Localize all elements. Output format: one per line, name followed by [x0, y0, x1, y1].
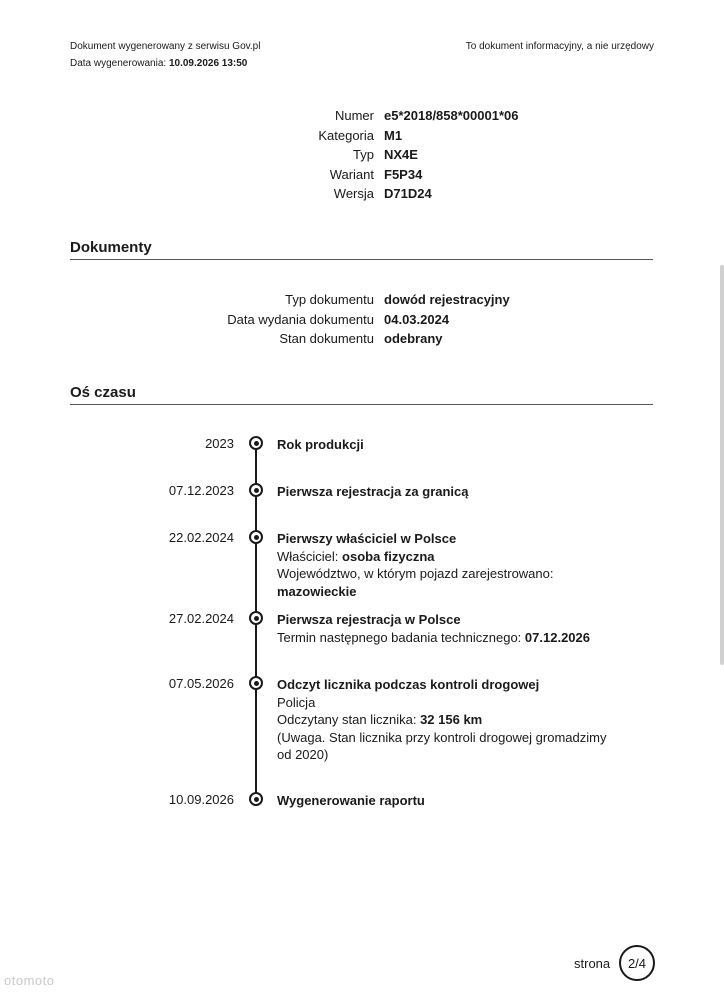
timeline-section-title: Oś czasu: [70, 384, 653, 405]
timeline-dot-icon: [249, 676, 263, 690]
vehicle-row-kategoria: [0, 128, 724, 148]
document-value: odebrany: [384, 331, 443, 346]
detail-label: Województwo, w którym pojazd zarejestrowano:: [277, 566, 554, 581]
report-header-left: [70, 38, 260, 72]
generated-date-value: 10.09.2026 13:50: [168, 58, 248, 69]
timeline-date: 07.12.2023: [168, 483, 234, 498]
timeline-content: [277, 436, 607, 454]
timeline-content: [277, 611, 607, 646]
timeline-content: [277, 676, 607, 764]
timeline-detail: [277, 711, 607, 729]
document-label: Stan dokumentu: [279, 331, 374, 346]
timeline-detail: [277, 629, 607, 647]
vehicle-label: Wariant: [329, 166, 374, 182]
watermark-logo: otomoto: [4, 973, 55, 988]
detail-label: Właściciel:: [277, 548, 339, 564]
page-number-badge: [619, 945, 655, 981]
detail-label: Odczytany stan licznika:: [277, 712, 417, 727]
timeline-date: 07.05.2026: [168, 676, 234, 691]
page-number: 2/4: [627, 955, 647, 971]
vehicle-row-wersja: [0, 186, 724, 206]
vehicle-label: Wersja: [333, 186, 374, 201]
timeline-detail: Policja: [277, 694, 316, 710]
timeline-date: 27.02.2024: [168, 611, 234, 626]
detail-value: 32 156 km: [420, 712, 483, 727]
generated-date-line: [70, 55, 260, 72]
timeline-content: [277, 483, 607, 501]
timeline-title: Pierwsza rejestracja w Polsce: [277, 612, 461, 627]
report-header-right: [466, 38, 654, 55]
document-row-status: [0, 331, 724, 351]
timeline-date: 2023: [205, 436, 234, 451]
vehicle-label: Kategoria: [318, 127, 374, 143]
vehicle-value: e5*2018/858*00001*06: [384, 108, 519, 123]
documents-info: [0, 292, 724, 351]
timeline-dot-icon: [249, 611, 263, 625]
timeline-note: (Uwaga. Stan licznika przy kontroli drogowej gromadzimy od 2020): [277, 729, 607, 762]
timeline-title: Odczyt licznika podczas kontroli drogowej: [277, 677, 540, 692]
document-value: 04.03.2024: [384, 311, 450, 327]
timeline-title: Pierwsza rejestracja za granicą: [277, 484, 469, 499]
timeline-date: 10.09.2026: [168, 792, 234, 807]
page-label: strona: [574, 956, 611, 971]
vehicle-value: D71D24: [384, 186, 432, 201]
timeline-title: Wygenerowanie raportu: [277, 793, 425, 808]
vehicle-label: Numer: [334, 108, 374, 123]
timeline-detail: [277, 565, 607, 600]
timeline-dot-icon: [249, 530, 263, 544]
document-row-issue-date: [0, 312, 724, 332]
timeline-detail: [277, 548, 607, 566]
disclaimer: To dokument informacyjny, a nie urzędowy: [465, 41, 654, 52]
timeline-title: Rok produkcji: [277, 437, 364, 452]
timeline-content: [277, 530, 607, 600]
generated-date-label: Data wygenerowania:: [70, 58, 167, 69]
detail-value: 07.12.2026: [524, 629, 590, 645]
document-value: dowód rejestracyjny: [384, 292, 510, 307]
vehicle-row-wariant: [0, 167, 724, 187]
vehicle-row-typ: [0, 147, 724, 167]
timeline-date: 22.02.2024: [168, 530, 234, 545]
timeline-dot-icon: [249, 436, 263, 450]
document-label: Typ dokumentu: [285, 292, 374, 307]
generated-source: Dokument wygenerowany z serwisu Gov.pl: [70, 41, 261, 52]
detail-value: osoba fizyczna: [342, 548, 435, 564]
vehicle-value: NX4E: [384, 147, 418, 162]
vehicle-value: F5P34: [384, 166, 423, 182]
document-row-type: [0, 292, 724, 312]
vehicle-value: M1: [384, 127, 403, 143]
vehicle-label: Typ: [353, 147, 374, 162]
document-label: Data wydania dokumentu: [227, 311, 374, 327]
detail-value: mazowieckie: [277, 583, 357, 599]
vehicle-row-numer: [0, 108, 724, 128]
timeline-dot-icon: [249, 792, 263, 806]
timeline-title: Pierwszy właściciel w Polsce: [277, 531, 457, 546]
scrollbar[interactable]: [720, 265, 724, 665]
timeline-dot-icon: [249, 483, 263, 497]
detail-label: Termin następnego badania technicznego:: [277, 629, 522, 645]
vehicle-info: [0, 108, 724, 206]
timeline-content: [277, 792, 607, 810]
documents-section-title: Dokumenty: [70, 239, 653, 260]
